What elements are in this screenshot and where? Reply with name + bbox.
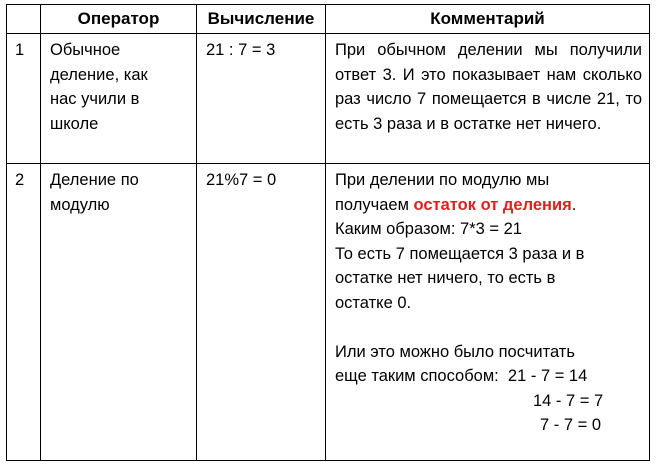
calculation-value: 21 : 7 = 3 bbox=[206, 41, 276, 59]
table-row-1 bbox=[7, 34, 650, 164]
comment-line: остатке 0. bbox=[335, 293, 412, 312]
header-number bbox=[7, 5, 41, 34]
spacer bbox=[335, 315, 642, 340]
operators-table bbox=[6, 4, 650, 461]
row-number: 1 bbox=[15, 41, 25, 59]
operator-name bbox=[41, 164, 196, 221]
operator-line: деление, как bbox=[50, 65, 148, 84]
calculation-value: 21%7 = 0 bbox=[206, 171, 277, 189]
comment-line: еще таким способом: 21 - 7 = 14 bbox=[335, 367, 588, 385]
comment-line: То есть 7 помещается 3 раза и в bbox=[335, 244, 585, 263]
remainder-highlight: остаток от деления bbox=[413, 195, 572, 214]
comment-line: Каким образом: 7*3 = 21 bbox=[335, 220, 522, 238]
table-row-2 bbox=[7, 164, 650, 461]
operator-line: Обычное bbox=[50, 41, 121, 59]
comment-line bbox=[335, 193, 642, 218]
operator-line: Деление по bbox=[50, 171, 139, 189]
calculation-cell bbox=[197, 164, 326, 461]
header-comment: Комментарий bbox=[326, 5, 650, 34]
calculation-cell bbox=[197, 34, 326, 164]
row-number-cell bbox=[7, 164, 41, 461]
header-row bbox=[7, 5, 650, 34]
operator-line: школе bbox=[50, 114, 99, 133]
row-number-cell bbox=[7, 34, 41, 164]
operator-line: нас учили в bbox=[50, 90, 140, 108]
operator-cell bbox=[41, 164, 197, 461]
comment-line: 14 - 7 = 7 bbox=[533, 391, 604, 410]
comment-text-part: . bbox=[571, 195, 577, 214]
comment-line: 7 - 7 = 0 bbox=[540, 416, 601, 434]
comment-text bbox=[326, 164, 649, 442]
comment-cell bbox=[326, 164, 650, 461]
operator-name bbox=[41, 34, 196, 140]
comment-text-part: получаем bbox=[335, 195, 414, 214]
header-operator: Оператор bbox=[41, 5, 197, 34]
comment-cell bbox=[326, 34, 650, 164]
comment-line: Или это можно было посчитать bbox=[335, 342, 575, 361]
comment-line: При делении по модулю мы bbox=[335, 171, 550, 189]
operator-cell bbox=[41, 34, 197, 164]
comment-text: При обычном делении мы получили ответ 3. И это показывает нам сколько раз число 7 помещается в числе 21, то есть 3 раза и в остатке нет ничего. bbox=[335, 41, 642, 133]
row-number: 2 bbox=[15, 171, 25, 189]
comment-line: остатке нет ничего, то есть в bbox=[335, 269, 556, 287]
comparison-table-container bbox=[6, 4, 649, 459]
operator-line: модулю bbox=[50, 195, 110, 214]
header-calculation: Вычисление bbox=[197, 5, 326, 34]
